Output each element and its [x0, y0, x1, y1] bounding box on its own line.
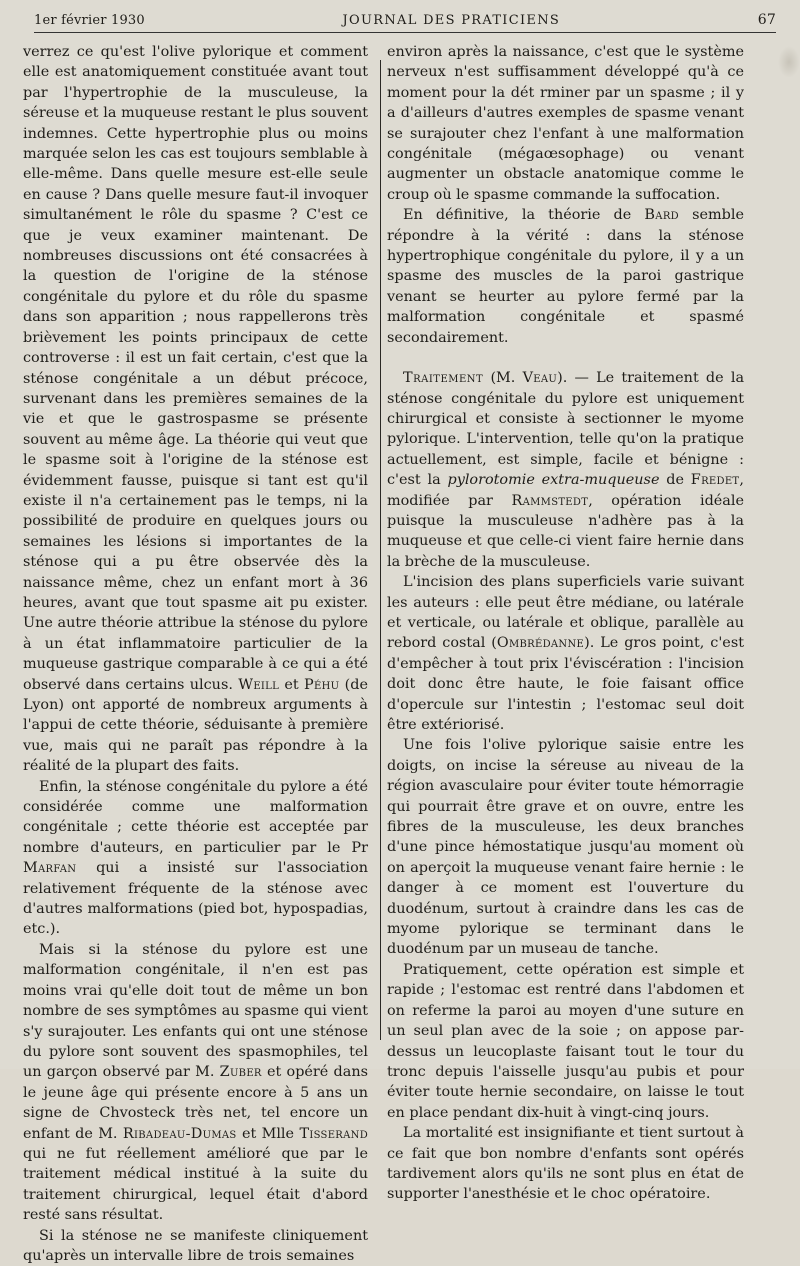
right-column	[387, 42, 744, 1205]
paragraph: environ après la naissance, c'est que le système nerveux n'est suffisamment développé qu'à ce moment pour la dét rminer par un spasme ; il y a d'ailleurs d'autres exemples de spasme venant se surajouter chez l'enfant à une malformation congénitale (mégaœsophage) ou venant augmenter un obstacle anatomique comme le croup où le spasme commande la suffocation.	[387, 44, 744, 203]
running-header	[34, 12, 776, 33]
paragraph: En définitive, la théorie de Bard semble répondre à la vérité : dans la sténose hypertrophique congénitale du pylore, il y a un spasme des muscles de la paroi gastrique venant se heurter au pylore fermé par la malformation congénitale et spasmé secondairement.	[387, 207, 744, 346]
author-name: Zuber	[219, 1064, 262, 1081]
author-name: Péhu	[304, 676, 340, 693]
paragraph: Mais si la sténose du pylore est une malformation congénitale, il n'en est pas moins vrai qu'elle doit tout de même un bon nombre de ses symptômes au spasme qui vient s'y surajouter. Les enfants qui ont une sténose du pylore sont souvent des spasmophiles, tel un garçon observé par M. Zuber et opéré dans le jeune âge qui présente encore à 5 ans un signe de Chvosteck très net, tel encore un enfant de M. Ribadeau-Dumas et Mlle Tisserand qui ne fut réellement amélioré que par le traitement médical institué à la suite du traitement chirurgical, lequel était d'abord resté sans résultat.	[23, 941, 369, 1224]
paragraph: La mortalité est insignifiante et tient surtout à ce fait que bon nombre d'enfants sont opérés tardivement alors qu'ils ne sont plus en état de supporter l'anesthésie et le choc opératoire.	[387, 1125, 744, 1203]
author-name: Veau	[522, 370, 558, 387]
paragraph: Une fois l'olive pylorique saisie entre les doigts, on incise la séreuse au niveau de la région avasculaire pour éviter toute hémorragie qui pourrait être grave et on ouvre, entre les fibres de la musculeuse, les deux branches d'une pince hémostatique jusqu'au moment où on aperçoit la muqueuse venant faire hernie : le danger à ce moment est l'ouverture du duodénum, surtout à craindre dans les cas de myome pylorique se terminant dans le duodénum par un museau de tanche.	[387, 737, 744, 958]
issue-date: 1er février 1930	[34, 13, 145, 28]
paragraph: L'incision des plans superficiels varie suivant les auteurs : elle peut être médiane, ou latérale et verticale, ou latérale et oblique, parallèle au rebord costal (Ombrédanne). Le gros point, c'est d'empêcher à tout prix l'éviscération : l'incision doit donc être haute, le foie faisant office d'opercule sur l'intestin ; l'estomac seul doit être extériorisé.	[387, 574, 744, 733]
section-heading: Traitement	[403, 370, 484, 387]
author-name: Ribadeau-Dumas	[122, 1125, 237, 1142]
paragraph: Traitement (M. Veau). — Le traitement de la sténose congénitale du pylore est uniquement chirurgical et consiste à sectionner le myome pylorique. L'intervention, telle qu'on la pratique actuellement, est simple, facile et bénigne : c'est la pylorotomie extra-muqueuse de Fredet, modifiée par Rammstedt, opération idéale puisque la musculeuse n'adhère pas à la muqueuse et que celle-ci vient faire hernie dans la brèche de la musculeuse.	[387, 370, 745, 570]
author-name: Fredet	[690, 472, 740, 489]
paragraph: Pratiquement, cette opération est simple et rapide ; l'estomac est rentré dans l'abdomen et on referme la paroi au moyen d'une suture en un seul plan avec de la soie ; on appose par-dessus un leucoplaste faisant tout le tour du tronc depuis l'aisselle jusqu'au pubis et pour éviter toute hernie secondaire, on laisse le tout en place pendant dix-huit à vingt-cinq jours.	[387, 961, 744, 1121]
author-name: Weill	[238, 676, 280, 693]
author-name: Bard	[644, 207, 679, 224]
journal-title: JOURNAL DES PRATICIENS	[342, 13, 561, 28]
author-name: Ombrédanne	[496, 635, 585, 652]
author-name: Tisserand	[299, 1125, 369, 1142]
page-number: 67	[757, 12, 776, 28]
author-name: Marfan	[23, 860, 77, 877]
italic-term: pylorotomie extra-muqueuse	[447, 472, 660, 489]
column-divider	[380, 60, 381, 1040]
author-name: Rammstedt	[511, 492, 589, 509]
paragraph: Si la sténose ne se manifeste cliniquement qu'après un intervalle libre de trois semaines	[23, 1227, 368, 1264]
page-edge-stain	[778, 46, 800, 78]
paragraph: verrez ce qu'est l'olive pylorique et comment elle est anatomiquement constituée avant tout par l'hypertrophie de la musculeuse, la séreuse et la muqueuse restant le plus souvent indemnes. Cette hypertrophie plus ou moins marquée selon les cas est toujours semblable à elle-même. Dans quelle mesure est-elle seule en cause ? Dans quelle mesure faut-il invoquer simultanément le rôle du spasme ? C'est ce que je veux examiner maintenant. De nombreuses discussions ont été consacrées à la question de l'origine de la sténose congénitale du pylore et du rôle du spasme dans son apparition ; nous rappellerons très brièvement les points principaux de cette controverse : il est un fait certain, c'est que la sténose congénitale a un début précoce, survenant dans les premières semaines de la vie et que le gastrospasme se présente souvent au même âge. La théorie qui veut que le spasme soit à l'origine de la sténose est évidemment fausse, puisque si tant est qu'il existe il n'a certainement pas le temps, ni la possibilité de produire en quelques jours ou semaines les lésions si importantes de la sténose qui a pu être observée dès la naissance même, chez un enfant mort à 36 heures, avant que tout spasme ait pu exister. Une autre théorie attribue la sténose du pylore à un état inflammatoire particulier de la muqueuse gastrique comparable à ce qui a été observé dans certains ulcus. Weill et Péhu (de Lyon) ont apporté de nombreux arguments à l'appui de cette théorie, séduisante à première vue, mais qui ne paraît pas répondre à la réalité de la plupart des faits.	[23, 44, 368, 775]
left-column	[23, 42, 368, 1266]
paragraph: Enfin, la sténose congénitale du pylore a été considérée comme une malformation congénitale ; cette théorie est acceptée par nombre d'auteurs, en particulier par le Pr Marfan qui a insisté sur l'association relativement fréquente de la sténose avec d'autres malformations (pied bot, hypospadias, etc.).	[23, 778, 368, 938]
